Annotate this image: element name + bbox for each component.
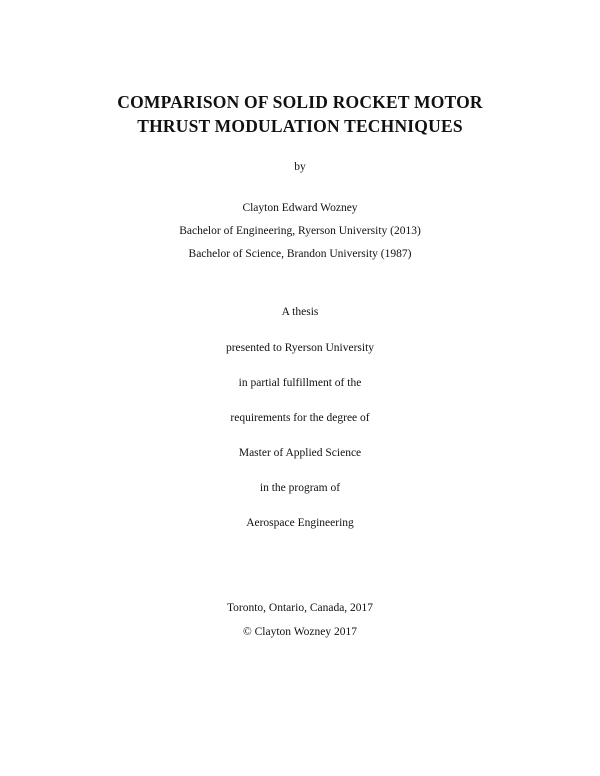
author-name: Clayton Edward Wozney bbox=[242, 202, 358, 214]
author-degree-2: Bachelor of Science, Brandon University (1987) bbox=[188, 248, 412, 260]
thesis-statement-2: presented to Ryerson University bbox=[225, 342, 375, 354]
author-degree-1: Bachelor of Engineering, Ryerson University (2013) bbox=[179, 225, 421, 237]
by-label: by bbox=[294, 161, 306, 173]
thesis-statement-6: in the program of bbox=[259, 482, 341, 494]
title-line-1: COMPARISON OF SOLID ROCKET MOTOR bbox=[117, 92, 483, 112]
thesis-statement-4: requirements for the degree of bbox=[230, 412, 370, 424]
title-line-2: THRUST MODULATION TECHNIQUES bbox=[137, 116, 463, 136]
degree-name: Master of Applied Science bbox=[238, 447, 362, 459]
thesis-statement-3: in partial fulfillment of the bbox=[238, 377, 362, 389]
location-year: Toronto, Ontario, Canada, 2017 bbox=[226, 602, 374, 614]
copyright-notice: © Clayton Wozney 2017 bbox=[243, 626, 357, 638]
program-name: Aerospace Engineering bbox=[246, 517, 354, 529]
thesis-statement-1: A thesis bbox=[281, 306, 319, 318]
